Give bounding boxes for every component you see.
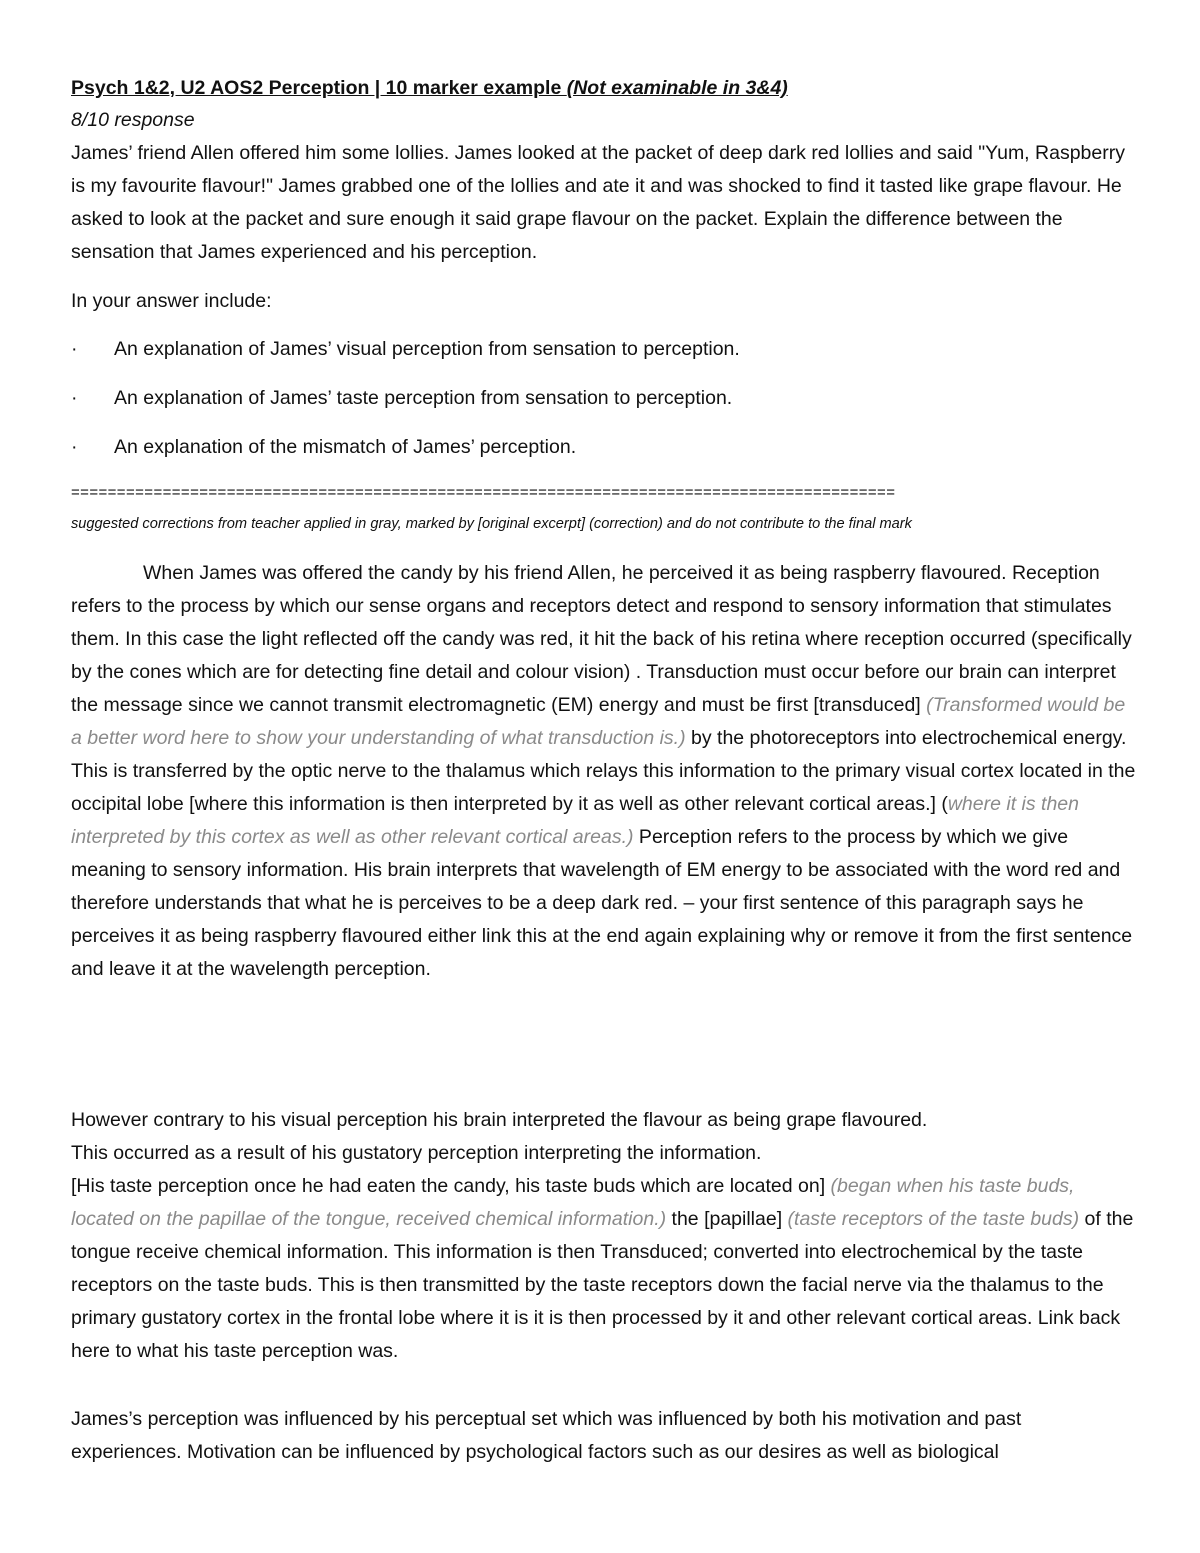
question-text: James’ friend Allen offered him some lollies. James looked at the packet of deep dark red lollies and said "Yum, Raspberry is my favourite flavour!" James grabbed one of the lollies and ate it and was shocked to find it tasted like grape flavour. He asked to look at the packet and sure enough it said grape flavour on the packet. Explain the difference between the sensation that James experienced and his perception. (71, 142, 1125, 263)
text-segment: Perception refers to the process by which we give meaning to sensory information. His brain interprets that wavelength of EM energy to be associated with the word red and therefore understands that what he is perceives to be a deep dark red. – your first sentence of this paragraph says he perceives it as being raspberry flavoured either link this at the end again explaining why or remove it from the first sentence and leave it at the wavelength perception. (71, 826, 1133, 980)
paragraph-line: This occurred as a result of his gustatory perception interpreting the information. (71, 1142, 762, 1164)
answer-paragraph-visual (71, 557, 1136, 986)
requirements-list (71, 333, 1136, 480)
list-item-text: An explanation of James’ taste perception from sensation to perception. (114, 387, 733, 409)
correction: (Transformed would be a better word here to show your understanding of what transduction is.) (71, 694, 1126, 749)
paragraph-line: However contrary to his visual perception his brain interpreted the flavour as being grape flavoured. (71, 1109, 928, 1131)
page-title (71, 72, 1136, 105)
bullet-icon: · (71, 387, 78, 409)
list-item (71, 382, 1136, 431)
response-label: 8/10 response (71, 109, 195, 131)
correction: where it is then interpreted by this cortex as well as other relevant cortical areas.) (71, 793, 1079, 848)
bullet-icon: · (71, 436, 78, 458)
include-label: In your answer include: (71, 290, 272, 312)
list-item (71, 333, 1136, 382)
bullet-icon: · (71, 338, 78, 360)
answer-paragraph-taste (71, 1104, 1136, 1368)
correction: (taste receptors of the taste buds) (787, 1208, 1080, 1230)
answer-paragraph-perceptual-set: James’s perception was influenced by his perceptual set which was influenced by both his motivation and past experiences. Motivation can be influenced by psychological factors such as our desires as well as biological (71, 1408, 1022, 1463)
text-segment: [His taste perception once he had eaten the candy, his taste buds which are located on] (71, 1175, 831, 1197)
list-item (71, 431, 1136, 480)
correction: (began when his taste buds, located on the papillae of the tongue, received chemical information.) (71, 1175, 1075, 1230)
text-segment: by the photoreceptors into electrochemical energy. This is transferred by the optic nerve to the thalamus which relays this information to the primary visual cortex located in the occipital lobe [where this information is then interpreted by it as well as other relevant cortical areas.] ( (71, 727, 1136, 815)
text-segment: When James was offered the candy by his friend Allen, he perceived it as being raspberry flavoured. Reception refers to the process by which our sense organs and receptors detect and respond to sensory information that stimulates them. In this case the light reflected off the candy was red, it hit the back of his retina where reception occurred (specifically by the cones which are for detecting fine detail and colour vision) . Transduction must occur before our brain can interpret the message since we cannot transmit electromagnetic (EM) energy and must be first [transduced] (71, 562, 1132, 716)
divider: ========================================================================================== (71, 484, 896, 501)
text-segment: the [papillae] (666, 1208, 788, 1230)
title-main: Psych 1&2, U2 AOS2 Perception | 10 marker example (71, 77, 567, 99)
title-note: (Not examinable in 3&4) (566, 77, 788, 99)
list-item-text: An explanation of James’ visual perception from sensation to perception. (114, 338, 740, 360)
list-item-text: An explanation of the mismatch of James’ perception. (114, 436, 577, 458)
teacher-note: suggested corrections from teacher applied in gray, marked by [original excerpt] (correction) and do not contribute to the final mark (71, 516, 912, 532)
text-segment: of the tongue receive chemical information. This information is then Transduced; converted into electrochemical by the taste receptors on the taste buds. This is then transmitted by the taste receptors down the facial nerve via the thalamus to the primary gustatory cortex in the frontal lobe where it is it is then processed by it and other relevant cortical areas. Link back here to what his taste perception was. (71, 1208, 1134, 1362)
paragraph-body (71, 1170, 1136, 1368)
